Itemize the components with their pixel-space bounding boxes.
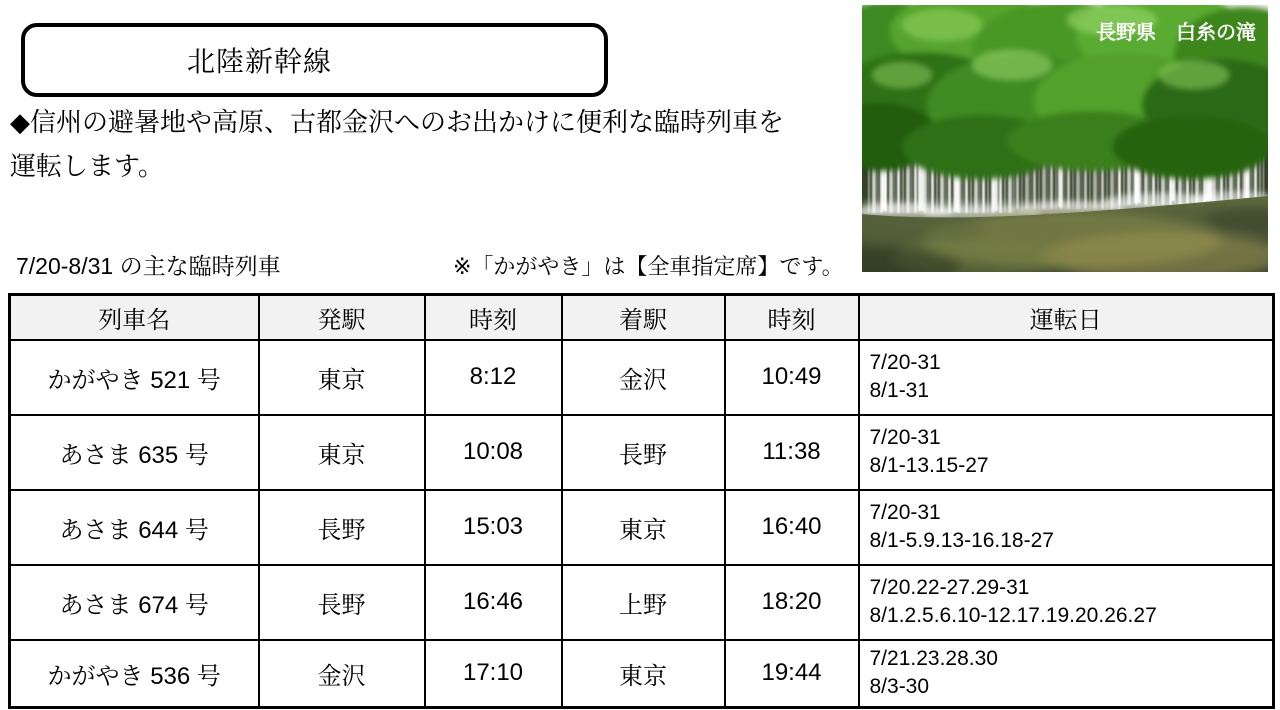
cell-train: あさま 644 号 <box>10 490 259 565</box>
dates-line: 7/21.23.28.30 <box>869 647 998 671</box>
cell-arr: 18:20 <box>725 565 859 640</box>
table-row <box>10 340 1274 415</box>
section-heading: 7/20-8/31 の主な臨時列車 <box>16 253 281 279</box>
cell-arr: 10:49 <box>725 340 859 415</box>
column-header: 列車名 <box>10 295 259 340</box>
cell-to: 長野 <box>562 415 725 490</box>
intro-line-1: ◆信州の避暑地や高原、古都金沢へのお出かけに便利な臨時列車を <box>10 107 784 137</box>
column-header: 運転日 <box>859 295 1274 340</box>
cell-from: 東京 <box>259 415 425 490</box>
route-title-box <box>21 23 608 97</box>
cell-dates <box>859 640 1274 708</box>
cell-arr: 16:40 <box>725 490 859 565</box>
cell-dates <box>859 490 1274 565</box>
dates-line: 7/20-31 <box>869 426 941 449</box>
column-header: 時刻 <box>725 295 859 340</box>
cell-from: 東京 <box>259 340 425 415</box>
cell-train: かがやき 536 号 <box>10 640 259 708</box>
cell-train: あさま 674 号 <box>10 565 259 640</box>
photo-caption: 長野県 白糸の滝 <box>1096 22 1256 44</box>
cell-to: 上野 <box>562 565 725 640</box>
route-title: 北陸新幹線 <box>186 46 332 77</box>
table-row <box>10 415 1274 490</box>
intro-paragraph <box>10 100 855 188</box>
cell-arr: 11:38 <box>725 415 859 490</box>
column-header: 発駅 <box>259 295 425 340</box>
table-row <box>10 565 1274 640</box>
dates-line: 7/20-31 <box>869 501 941 524</box>
cell-dates <box>859 340 1274 415</box>
cell-from: 長野 <box>259 490 425 565</box>
cell-to: 金沢 <box>562 340 725 415</box>
timetable <box>8 293 1275 709</box>
cell-dep: 15:03 <box>425 490 562 565</box>
cell-dep: 16:46 <box>425 565 562 640</box>
dates-line: 8/1-5.9.13-16.18-27 <box>869 529 1054 552</box>
cell-to: 東京 <box>562 490 725 565</box>
table-row <box>10 490 1274 565</box>
cell-from: 長野 <box>259 565 425 640</box>
cell-to: 東京 <box>562 640 725 708</box>
cell-train: かがやき 521 号 <box>10 340 259 415</box>
waterfall-illustration <box>862 5 1268 272</box>
column-header: 時刻 <box>425 295 562 340</box>
cell-dep: 10:08 <box>425 415 562 490</box>
dates-line: 8/3-30 <box>869 675 930 699</box>
dates-line: 7/20-31 <box>869 351 941 374</box>
cell-from: 金沢 <box>259 640 425 708</box>
table-row <box>10 640 1274 708</box>
cell-dep: 8:12 <box>425 340 562 415</box>
dates-line: 8/1-31 <box>869 379 930 402</box>
dates-line: 8/1.2.5.6.10-12.17.19.20.26.27 <box>869 604 1157 627</box>
cell-train: あさま 635 号 <box>10 415 259 490</box>
column-header: 着駅 <box>562 295 725 340</box>
cell-dates <box>859 415 1274 490</box>
photo-shiraito-falls <box>862 5 1268 272</box>
cell-dep: 17:10 <box>425 640 562 708</box>
timetable-body <box>10 340 1274 708</box>
cell-dates <box>859 565 1274 640</box>
dates-line: 7/20.22-27.29-31 <box>869 576 1030 599</box>
dates-line: 8/1-13.15-27 <box>869 454 989 477</box>
timetable-header-row <box>10 295 1274 340</box>
cell-arr: 19:44 <box>725 640 859 708</box>
intro-line-2: 運転します。 <box>10 151 164 181</box>
reserved-seat-note: ※「かがやき」は【全車指定席】です。 <box>453 254 844 279</box>
